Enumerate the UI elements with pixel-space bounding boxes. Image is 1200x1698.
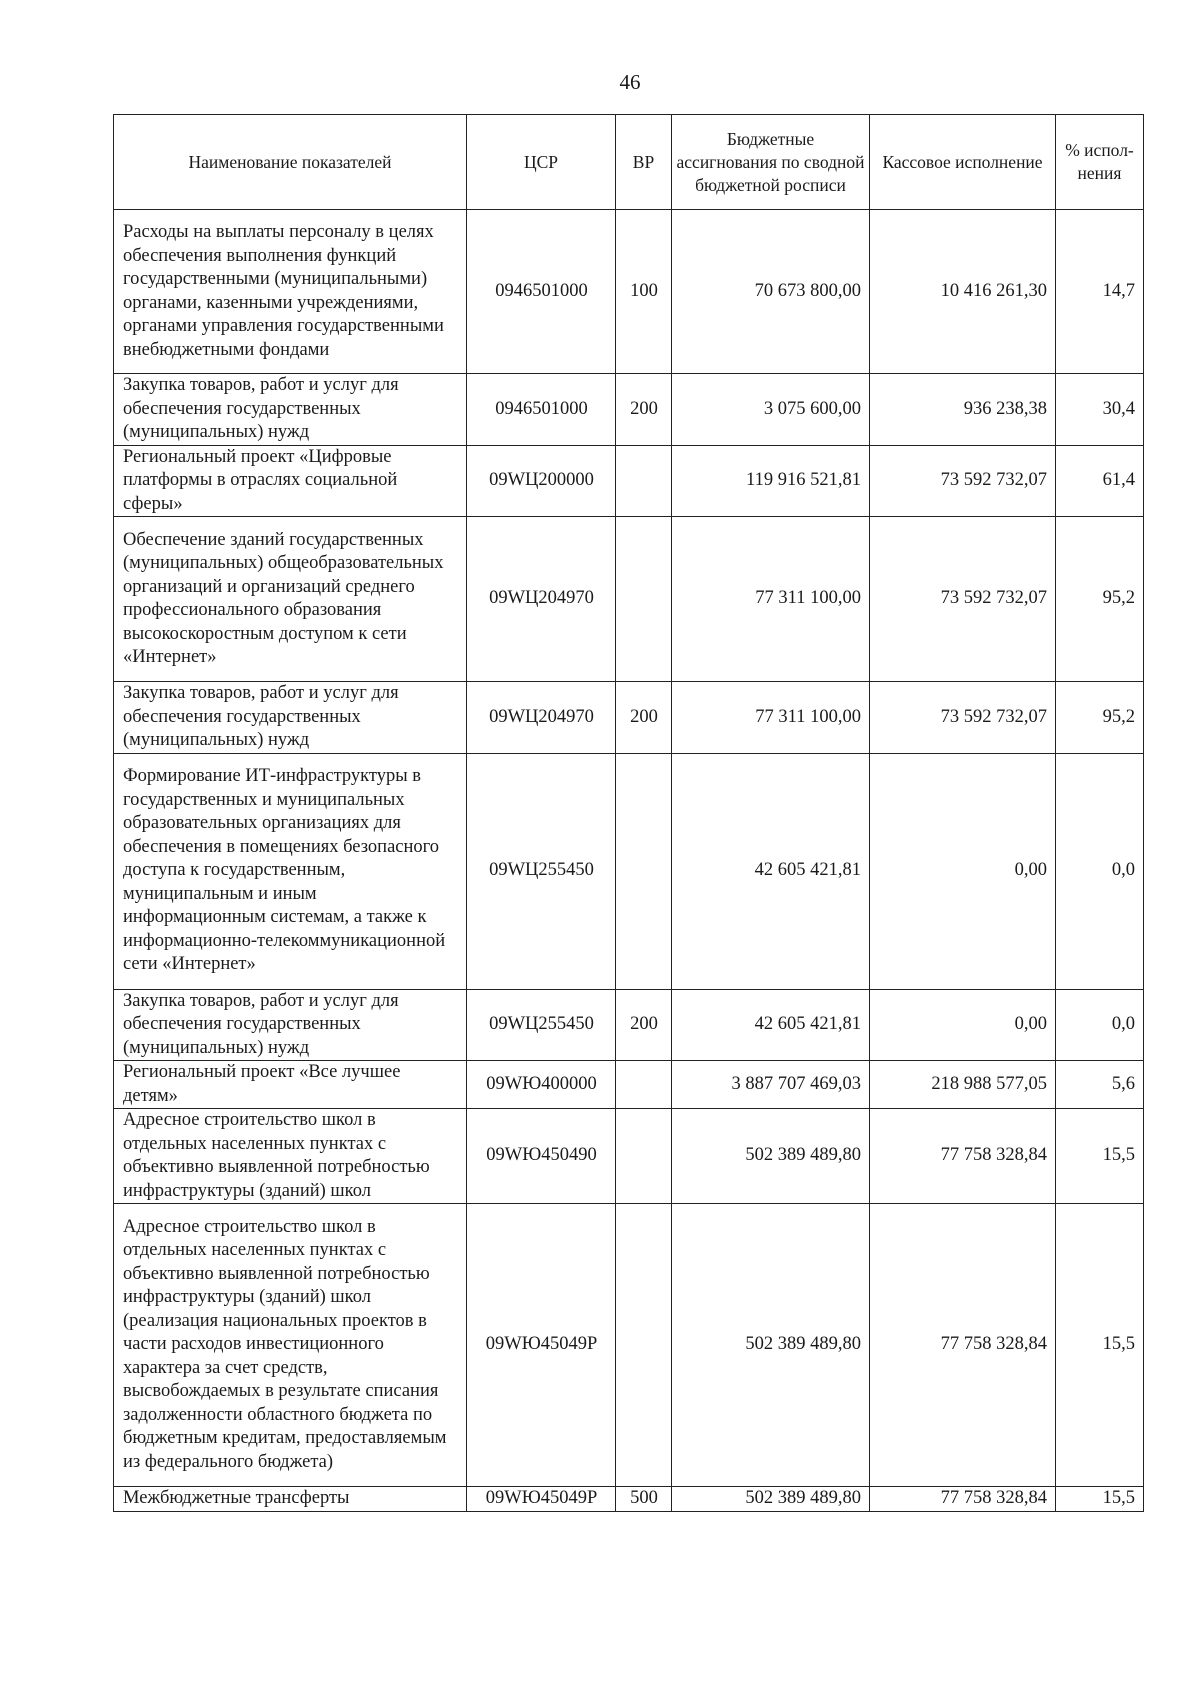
row-cash: 73 592 732,07 bbox=[870, 682, 1056, 754]
row-csr: 09WЮ450490 bbox=[467, 1109, 616, 1204]
table-row bbox=[114, 374, 1144, 446]
row-vr bbox=[616, 1204, 672, 1487]
row-percent: 5,6 bbox=[1056, 1061, 1144, 1109]
header-budget: Бюджетные ассигнования по сводной бюджетной росписи bbox=[672, 115, 870, 210]
row-vr: 200 bbox=[616, 989, 672, 1061]
row-csr: 0946501000 bbox=[467, 374, 616, 446]
row-cash: 77 758 328,84 bbox=[870, 1487, 1056, 1512]
table-row bbox=[114, 445, 1144, 517]
table-row bbox=[114, 682, 1144, 754]
header-cash: Кассовое исполнение bbox=[870, 115, 1056, 210]
row-percent: 15,5 bbox=[1056, 1487, 1144, 1512]
row-csr: 09WЮ45049Р bbox=[467, 1204, 616, 1487]
row-budget: 77 311 100,00 bbox=[672, 682, 870, 754]
row-cash: 10 416 261,30 bbox=[870, 210, 1056, 374]
row-name: Закупка товаров, работ и услуг для обеспечения государственных (муниципальных) нужд bbox=[114, 374, 467, 446]
header-name: Наименование показателей bbox=[114, 115, 467, 210]
row-name: Обеспечение зданий государственных (муниципальных) общеобразовательных организаций и организаций среднего профессионального образования высокоскоростным доступом к сети «Интернет» bbox=[114, 517, 467, 682]
table-row bbox=[114, 1109, 1144, 1204]
row-csr: 09WЮ45049Р bbox=[467, 1487, 616, 1512]
row-csr: 09WЦ204970 bbox=[467, 682, 616, 754]
row-cash: 0,00 bbox=[870, 989, 1056, 1061]
row-cash: 77 758 328,84 bbox=[870, 1109, 1056, 1204]
row-budget: 3 887 707 469,03 bbox=[672, 1061, 870, 1109]
table-row bbox=[114, 1204, 1144, 1487]
row-vr bbox=[616, 1061, 672, 1109]
row-csr: 09WЦ204970 bbox=[467, 517, 616, 682]
row-budget: 119 916 521,81 bbox=[672, 445, 870, 517]
row-csr: 09WЦ255450 bbox=[467, 753, 616, 989]
row-cash: 218 988 577,05 bbox=[870, 1061, 1056, 1109]
table-row bbox=[114, 210, 1144, 374]
row-name: Закупка товаров, работ и услуг для обеспечения государственных (муниципальных) нужд bbox=[114, 682, 467, 754]
row-vr bbox=[616, 1109, 672, 1204]
row-name: Адресное строительство школ в отдельных населенных пунктах с объективно выявленной потребностью инфраструктуры (зданий) школ (реализация национальных проектов в части расходов инвестиционного характера за счет средств, высвобождаемых в результате списания задолженности областного бюджета по бюджетным кредитам, предоставляемым из федерального бюджета) bbox=[114, 1204, 467, 1487]
row-vr bbox=[616, 517, 672, 682]
row-csr: 09WЦ200000 bbox=[467, 445, 616, 517]
row-vr: 200 bbox=[616, 682, 672, 754]
row-budget: 502 389 489,80 bbox=[672, 1109, 870, 1204]
row-cash: 77 758 328,84 bbox=[870, 1204, 1056, 1487]
table-header-row bbox=[114, 115, 1144, 210]
row-percent: 61,4 bbox=[1056, 445, 1144, 517]
row-budget: 502 389 489,80 bbox=[672, 1487, 870, 1512]
row-csr: 0946501000 bbox=[467, 210, 616, 374]
row-budget: 42 605 421,81 bbox=[672, 753, 870, 989]
row-name: Адресное строительство школ в отдельных населенных пунктах с объективно выявленной потребностью инфраструктуры (зданий) школ bbox=[114, 1109, 467, 1204]
row-percent: 0,0 bbox=[1056, 753, 1144, 989]
row-vr: 500 bbox=[616, 1487, 672, 1512]
row-cash: 73 592 732,07 bbox=[870, 445, 1056, 517]
row-name: Региональный проект «Все лучшее детям» bbox=[114, 1061, 467, 1109]
row-percent: 95,2 bbox=[1056, 517, 1144, 682]
row-name: Межбюджетные трансферты bbox=[114, 1487, 467, 1512]
page-number: 46 bbox=[619, 70, 641, 94]
row-budget: 502 389 489,80 bbox=[672, 1204, 870, 1487]
row-percent: 14,7 bbox=[1056, 210, 1144, 374]
row-vr bbox=[616, 753, 672, 989]
table-row bbox=[114, 1487, 1144, 1512]
row-percent: 30,4 bbox=[1056, 374, 1144, 446]
row-budget: 3 075 600,00 bbox=[672, 374, 870, 446]
row-name: Расходы на выплаты персоналу в целях обеспечения выполнения функций государственными (муниципальными) органами, казенными учреждениями, органами управления государственными внебюджетными фондами bbox=[114, 210, 467, 374]
table-row bbox=[114, 753, 1144, 989]
row-budget: 77 311 100,00 bbox=[672, 517, 870, 682]
table-row bbox=[114, 1061, 1144, 1109]
budget-execution-table bbox=[113, 114, 1144, 1512]
row-vr: 200 bbox=[616, 374, 672, 446]
row-csr: 09WЮ400000 bbox=[467, 1061, 616, 1109]
row-vr: 100 bbox=[616, 210, 672, 374]
row-csr: 09WЦ255450 bbox=[467, 989, 616, 1061]
row-name: Формирование ИТ-инфраструктуры в государственных и муниципальных образовательных организациях для обеспечения в помещениях безопасного доступа к государственным, муниципальным и иным информационным системам, а также к информационно-телекоммуникационной сети «Интернет» bbox=[114, 753, 467, 989]
row-cash: 73 592 732,07 bbox=[870, 517, 1056, 682]
header-csr: ЦСР bbox=[467, 115, 616, 210]
row-name: Закупка товаров, работ и услуг для обеспечения государственных (муниципальных) нужд bbox=[114, 989, 467, 1061]
header-vr: ВР bbox=[616, 115, 672, 210]
row-budget: 70 673 800,00 bbox=[672, 210, 870, 374]
row-percent: 15,5 bbox=[1056, 1204, 1144, 1487]
table-row bbox=[114, 517, 1144, 682]
header-percent: % испол-нения bbox=[1056, 115, 1144, 210]
table-row bbox=[114, 989, 1144, 1061]
row-cash: 0,00 bbox=[870, 753, 1056, 989]
row-budget: 42 605 421,81 bbox=[672, 989, 870, 1061]
row-vr bbox=[616, 445, 672, 517]
row-percent: 0,0 bbox=[1056, 989, 1144, 1061]
row-cash: 936 238,38 bbox=[870, 374, 1056, 446]
row-percent: 15,5 bbox=[1056, 1109, 1144, 1204]
row-name: Региональный проект «Цифровые платформы в отраслях социальной сферы» bbox=[114, 445, 467, 517]
row-percent: 95,2 bbox=[1056, 682, 1144, 754]
